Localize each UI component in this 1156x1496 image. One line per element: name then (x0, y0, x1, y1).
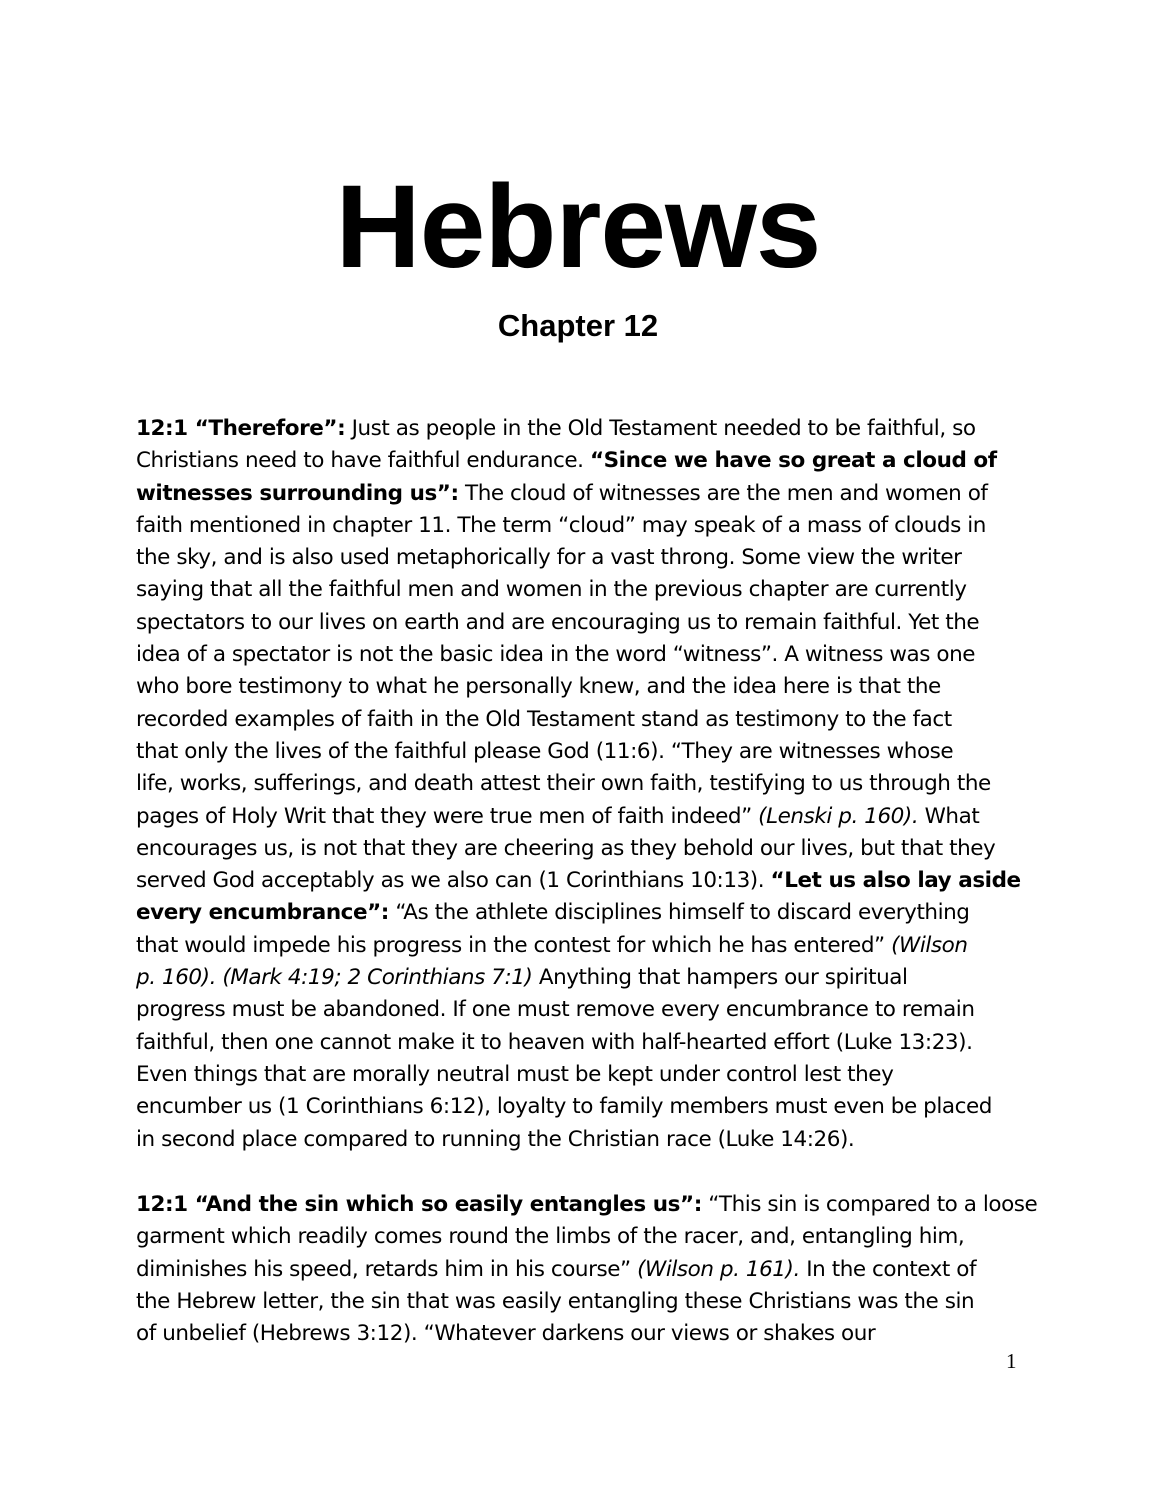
text-line (136, 736, 1026, 768)
text-run: the Hebrew letter, the sin that was easily entangling these Christians was the sin (136, 1288, 975, 1314)
text-run: of unbelief (Hebrews 3:12). “Whatever darkens our views or shakes our (136, 1321, 876, 1347)
text-run: What (918, 803, 980, 829)
text-run: that only the lives of the faithful please God (11:6). “They are witnesses whose (136, 738, 954, 764)
text-line (136, 574, 1026, 606)
text-line (136, 768, 1026, 800)
text-line (136, 1027, 1026, 1059)
paragraph-2 (136, 1189, 1038, 1350)
chapter-title: Chapter 12 (497, 308, 659, 343)
text-run: garment which readily comes round the limbs of the racer, and, entangling him, (136, 1224, 965, 1250)
text-run: that would impede his progress in the contest for which he has entered” (136, 932, 892, 958)
text-run: In the context of (799, 1256, 977, 1282)
text-run: Anything that hampers our spiritual (532, 965, 908, 991)
text-line (136, 445, 1026, 477)
text-line (136, 704, 1026, 736)
text-line (136, 865, 1026, 897)
text-line (136, 478, 1026, 510)
text-line (136, 962, 1026, 994)
text-run: encumber us (1 Corinthians 6:12), loyalty to family members must even be placed (136, 1094, 992, 1120)
text-line (136, 510, 1026, 542)
text-run: life, works, sufferings, and death attest their own faith, testifying to us through the (136, 771, 991, 797)
text-run: encourages us, is not that they are cheering as they behold our lives, but that they (136, 835, 996, 861)
bold-text-run: “Since we have so great a cloud of (589, 448, 997, 474)
text-line (136, 1124, 1026, 1156)
bold-text-run: witnesses surrounding us”: (136, 480, 459, 506)
italic-citation: (Wilson p. 161). (637, 1256, 800, 1282)
italic-citation: (Wilson (891, 932, 968, 958)
text-run: Just as people in the Old Testament needed to be faithful, so (345, 416, 976, 441)
paragraph-1 (136, 413, 1026, 1156)
text-line (136, 994, 1026, 1026)
text-run: saying that all the faithful men and women in the previous chapter are currently (136, 577, 967, 603)
page-number: 1 (1006, 1349, 1017, 1373)
text-line (136, 801, 1026, 833)
text-line (136, 833, 1026, 865)
text-run: faithful, then one cannot make it to heaven with half-hearted effort (Luke 13:23). (136, 1029, 973, 1055)
text-line (136, 542, 1026, 574)
text-run: “This sin is compared to a loose (701, 1192, 1038, 1217)
text-run: in second place compared to running the Christian race (Luke 14:26). (136, 1126, 855, 1152)
text-line (136, 897, 1026, 929)
bold-text-run: “Let us also lay aside (770, 868, 1021, 894)
text-run: Christians need to have faithful endurance. (136, 448, 590, 474)
text-line (136, 930, 1026, 962)
page-title: Hebrews (335, 161, 821, 293)
text-line (136, 1189, 1038, 1221)
text-line (136, 639, 1026, 671)
text-line (136, 671, 1026, 703)
text-run: progress must be abandoned. If one must remove every encumbrance to remain (136, 997, 975, 1023)
bold-text-run: 12:1 “Therefore”: (136, 416, 346, 441)
text-run: spectators to our lives on earth and are encouraging us to remain faithful. Yet the (136, 609, 980, 635)
text-line (136, 413, 1026, 445)
text-run: “As the athlete disciplines himself to discard everything (388, 900, 970, 926)
text-line (136, 1091, 1026, 1123)
text-run: The cloud of witnesses are the men and women of (458, 480, 988, 506)
text-line (136, 1318, 1026, 1350)
text-run: recorded examples of faith in the Old Testament stand as testimony to the fact (136, 706, 952, 732)
text-run: idea of a spectator is not the basic idea in the word “witness”. A witness was one (136, 642, 976, 668)
text-run: who bore testimony to what he personally knew, and the idea here is that the (136, 674, 941, 700)
text-run: diminishes his speed, retards him in his course” (136, 1256, 638, 1282)
italic-citation: p. 160). (Mark 4:19; 2 Corinthians 7:1) (136, 965, 533, 991)
text-run: faith mentioned in chapter 11. The term “cloud” may speak of a mass of clouds in (136, 512, 986, 538)
text-run: pages of Holy Writ that they were true men of faith indeed” (136, 803, 759, 829)
text-run: Even things that are morally neutral must be kept under control lest they (136, 1061, 894, 1087)
bold-text-run: every encumbrance”: (136, 900, 389, 926)
bold-text-run: 12:1 “And the sin which so easily entangles us”: (136, 1192, 702, 1217)
text-run: served God acceptably as we also can (1 Corinthians 10:13). (136, 868, 771, 894)
text-run: the sky, and is also used metaphorically for a vast throng. Some view the writer (136, 545, 962, 571)
text-line (136, 1059, 1026, 1091)
text-line (136, 1286, 1026, 1318)
text-line (136, 1254, 1026, 1286)
italic-citation: (Lenski p. 160). (758, 803, 919, 829)
text-line (136, 1221, 1026, 1253)
text-line (136, 607, 1026, 639)
